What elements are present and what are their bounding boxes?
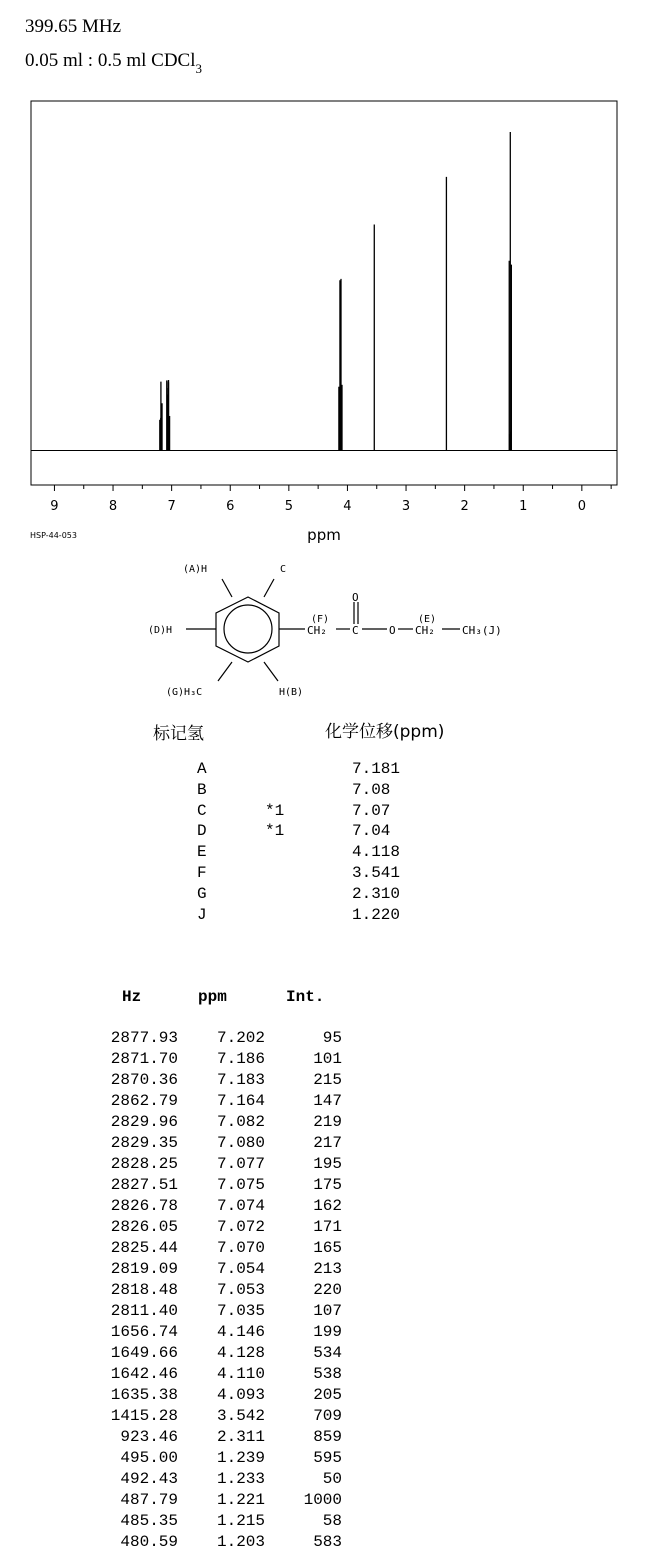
label-hd: (D)H (148, 625, 173, 636)
peak-ppm: 7.183 (216, 1071, 265, 1089)
peak-hz: 2870.36 (110, 1071, 178, 1089)
peak-intensity: 219 (313, 1113, 342, 1131)
atom-carbonyl-o: O (352, 591, 359, 604)
peak-intensity: 101 (313, 1050, 342, 1068)
assignment-label: F (197, 864, 207, 882)
peak-intensity: 107 (313, 1302, 342, 1320)
peak-ppm: 7.077 (216, 1155, 265, 1173)
solvent-text: 0.05 ml : 0.5 ml CDCl (25, 50, 196, 71)
peak-hz: 1656.74 (110, 1323, 178, 1341)
peak-ppm: 1.203 (216, 1533, 265, 1551)
peak-ppm: 1.215 (216, 1512, 265, 1530)
peak-intensity: 215 (313, 1071, 342, 1089)
peak-ppm: 7.075 (216, 1176, 265, 1194)
assignment-label: G (197, 884, 207, 903)
peak-intensity: 595 (313, 1449, 342, 1467)
x-tick-label-6: 6 (226, 499, 235, 514)
peak-intensity: 95 (322, 1029, 342, 1047)
assignment-shift: 7.08 (352, 780, 391, 799)
atom-ch3-j: CH₃(J) (462, 624, 502, 637)
x-tick-label-1: 1 (519, 499, 528, 514)
plot-frame (31, 101, 617, 485)
benzene-ring (216, 597, 279, 662)
peak-ppm: 7.082 (216, 1113, 265, 1131)
peak-intensity: 220 (313, 1281, 342, 1299)
peak-ppm: 1.239 (216, 1449, 265, 1467)
peak-intensity: 217 (313, 1134, 342, 1152)
x-axis-ticks (50, 485, 611, 514)
peak-intensity: 58 (322, 1512, 342, 1530)
peak-ppm: 7.053 (216, 1281, 265, 1299)
x-tick-label-3: 3 (401, 499, 411, 514)
peak-ppm: 4.128 (216, 1344, 265, 1362)
peak-intensity: 171 (313, 1218, 342, 1236)
peak-intensity: 709 (313, 1407, 342, 1425)
peak-hz: 1635.38 (110, 1386, 178, 1404)
peak-ppm: 4.146 (216, 1323, 265, 1341)
peak-intensity: 1000 (303, 1491, 342, 1509)
peak-hz: 2862.79 (110, 1092, 178, 1110)
peak-intensity: 534 (313, 1344, 342, 1362)
peak-hz: 1649.66 (110, 1344, 178, 1362)
solvent-subscript: 3 (195, 61, 202, 76)
atom-ch2-e: CH₂ (415, 624, 435, 637)
label-ch3-g: (G)H₃C (166, 687, 203, 698)
peak-intensity: 195 (313, 1155, 342, 1173)
peak-ppm: 7.035 (216, 1302, 265, 1320)
peak-hz: 2826.05 (110, 1218, 178, 1236)
x-tick-label-7: 7 (167, 499, 176, 514)
assignment-label: J (197, 905, 207, 924)
peak-intensity: 175 (313, 1176, 342, 1194)
peak-ppm: 7.202 (216, 1029, 265, 1047)
peak-hz: 487.79 (120, 1491, 178, 1509)
label-e: (E) (418, 614, 437, 625)
assignment-note: *1 (265, 822, 285, 841)
peak-hz: 480.59 (120, 1533, 178, 1551)
atom-ch2-f: CH₂ (307, 624, 327, 637)
assignment-shift: 7.181 (352, 760, 401, 778)
peak-intensity: 538 (313, 1365, 342, 1383)
peak-hz: 2825.44 (110, 1239, 178, 1257)
atom-carbonyl-c: C (352, 624, 359, 637)
spectrum-code: HSP-44-053 (30, 531, 77, 540)
peak-hz: 2829.96 (110, 1113, 178, 1131)
peak-ppm: 7.186 (216, 1050, 265, 1068)
peak-hz: 2818.48 (110, 1281, 178, 1299)
assignment-shift: 3.541 (352, 864, 401, 882)
assignment-label: E (197, 843, 207, 862)
peak-hz: 495.00 (120, 1449, 178, 1467)
peak-hz: 1415.28 (110, 1407, 178, 1425)
spectrometer-frequency: 399.65 MHz (25, 16, 122, 37)
assignment-label: A (197, 760, 207, 778)
label-f: (F) (311, 614, 330, 625)
peak-ppm: 1.233 (216, 1470, 265, 1488)
header-hz: Hz (122, 988, 142, 1006)
peak-hz: 2826.78 (110, 1197, 178, 1215)
header-ppm: ppm (198, 988, 227, 1006)
x-tick-label-4: 4 (343, 499, 352, 514)
peak-hz: 485.35 (120, 1512, 178, 1530)
peak-ppm: 1.221 (216, 1491, 265, 1509)
assignment-shift: 7.04 (352, 822, 391, 841)
peak-ppm: 4.093 (216, 1386, 265, 1404)
peak-intensity: 147 (313, 1092, 342, 1110)
peak-intensity: 859 (313, 1428, 342, 1446)
bond-hb (264, 662, 278, 681)
peak-hz: 2871.70 (110, 1050, 178, 1068)
peak-ppm: 7.074 (216, 1197, 265, 1215)
atom-ester-o: O (389, 624, 396, 637)
peak-ppm: 3.542 (216, 1407, 265, 1425)
bond-hc (264, 579, 274, 597)
assignment-shift: 2.310 (352, 884, 401, 903)
peak-hz: 2829.35 (110, 1134, 178, 1152)
bond-ha (222, 579, 232, 597)
assignment-shift: 4.118 (352, 843, 401, 862)
peak-intensity: 213 (313, 1260, 342, 1278)
assignment-shift: 1.220 (352, 905, 401, 924)
peak-intensity: 50 (322, 1470, 342, 1488)
peak-intensity: 583 (313, 1533, 342, 1551)
peak-hz: 2877.93 (110, 1029, 178, 1047)
peak-hz: 1642.46 (110, 1365, 178, 1383)
peak-hz: 2828.25 (110, 1155, 178, 1173)
x-tick-label-0: 0 (577, 499, 586, 514)
peak-ppm: 7.072 (216, 1218, 265, 1236)
peak-hz: 2819.09 (110, 1260, 178, 1278)
aromatic-circle (224, 605, 272, 653)
x-axis-label: ppm (307, 526, 341, 544)
assignment-label: B (197, 780, 207, 799)
peak-intensity: 162 (313, 1197, 342, 1215)
peak-ppm: 7.164 (216, 1092, 265, 1110)
peak-hz: 2811.40 (110, 1302, 178, 1320)
assignment-label: C (197, 801, 207, 820)
peak-ppm: 7.054 (216, 1260, 265, 1278)
peak-intensity: 199 (313, 1323, 342, 1341)
x-tick-label-5: 5 (284, 499, 293, 514)
peak-intensity: 165 (313, 1239, 342, 1257)
bond-ch3 (218, 662, 232, 681)
x-tick-label-8: 8 (108, 499, 118, 514)
assignment-note: *1 (265, 801, 285, 820)
x-tick-label-9: 9 (50, 499, 59, 514)
assignment-header-shift: 化学位移(ppm) (325, 722, 445, 742)
peak-intensity: 205 (313, 1386, 342, 1404)
peak-ppm: 2.311 (216, 1428, 265, 1446)
nmr-spectrum-chart (0, 0, 652, 550)
assignment-label: D (197, 822, 207, 841)
label-hc: C (280, 564, 287, 575)
peak-lines (160, 132, 512, 450)
assignment-shift: 7.07 (352, 801, 391, 820)
peak-ppm: 7.070 (216, 1239, 265, 1257)
peak-hz: 492.43 (120, 1470, 178, 1488)
peak-ppm: 4.110 (216, 1365, 265, 1383)
label-ha: (A)H (183, 564, 208, 575)
x-tick-label-2: 2 (460, 499, 469, 514)
peak-hz: 2827.51 (110, 1176, 178, 1194)
header-int: Int. (286, 988, 325, 1006)
assignment-header-hydrogen: 标记氢 (153, 724, 204, 744)
peak-ppm: 7.080 (216, 1134, 265, 1152)
label-hb: H(B) (279, 687, 304, 698)
molecular-structure (0, 555, 652, 705)
peak-hz: 923.46 (120, 1428, 178, 1446)
